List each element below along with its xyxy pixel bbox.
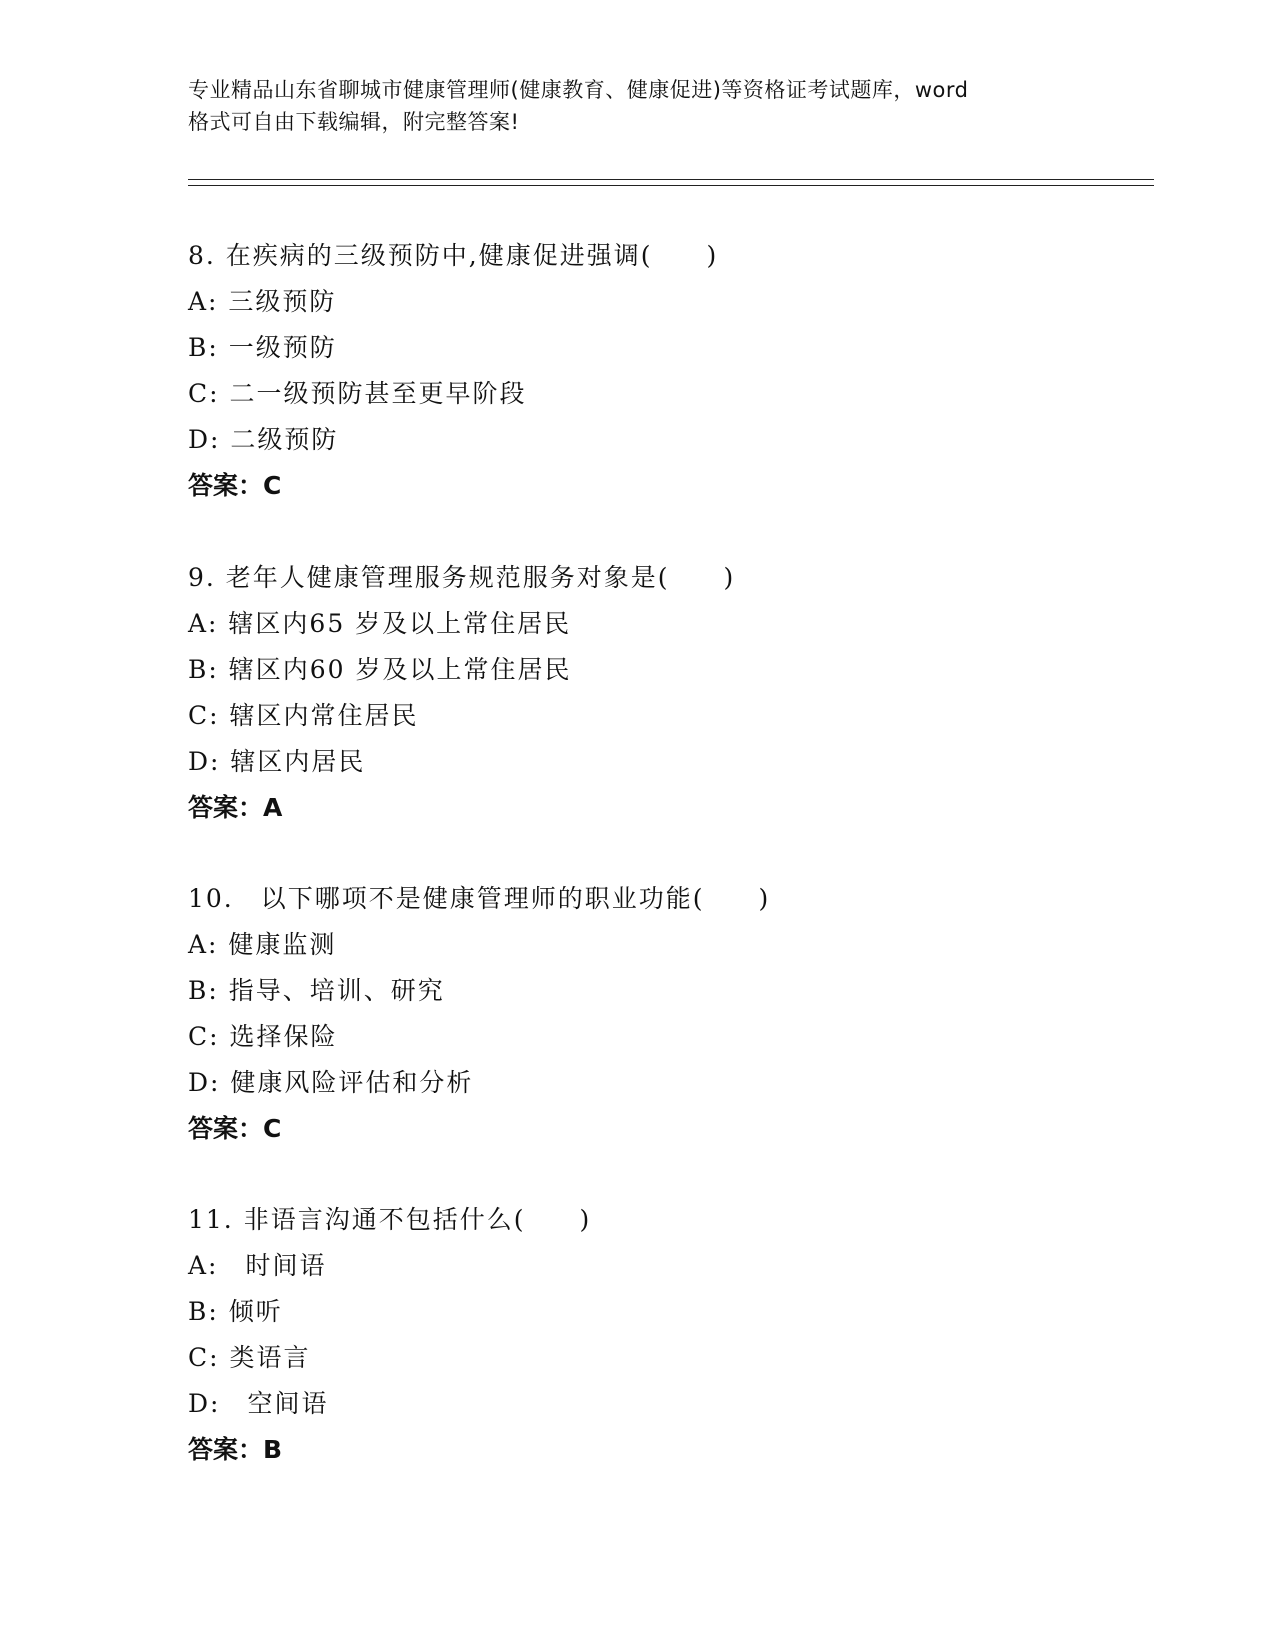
option-d: D: 二级预防	[188, 425, 339, 454]
option-d: D: 辖区内居民	[188, 747, 366, 776]
option-a: A: 健康监测	[188, 930, 337, 959]
option-c: C: 类语言	[188, 1343, 311, 1372]
question-stem: 11. 非语言沟通不包括什么( )	[188, 1205, 592, 1234]
option-c: C: 二一级预防甚至更早阶段	[188, 379, 527, 408]
header-divider	[188, 179, 1154, 186]
answer: 答案：C	[188, 471, 282, 500]
option-a: A: 三级预防	[188, 287, 337, 316]
option-d: D: 健康风险评估和分析	[188, 1068, 474, 1097]
answer: 答案：C	[188, 1114, 282, 1143]
option-b: B: 指导、培训、研究	[188, 976, 445, 1005]
header-line-1: 专业精品山东省聊城市健康管理师(健康教育、健康促进)等资格证考试题库，word	[188, 78, 969, 102]
question-11	[188, 1197, 1088, 1473]
question-10	[188, 876, 1088, 1152]
option-a: A: 时间语	[188, 1251, 327, 1280]
answer: 答案：B	[188, 1435, 283, 1464]
option-b: B: 辖区内60 岁及以上常住居民	[188, 655, 572, 684]
question-8	[188, 233, 1088, 509]
question-9	[188, 555, 1088, 831]
answer: 答案：A	[188, 793, 283, 822]
option-a: A: 辖区内65 岁及以上常住居民	[188, 609, 572, 638]
option-b: B: 倾听	[188, 1297, 283, 1326]
question-stem: 9. 老年人健康管理服务规范服务对象是( )	[188, 563, 736, 592]
question-stem: 10. 以下哪项不是健康管理师的职业功能( )	[188, 884, 771, 913]
header-line-2: 格式可自由下载编辑，附完整答案!	[188, 110, 520, 134]
option-d: D: 空间语	[188, 1389, 329, 1418]
option-c: C: 选择保险	[188, 1022, 338, 1051]
document-header	[188, 74, 1088, 138]
option-b: B: 一级预防	[188, 333, 337, 362]
question-stem: 8. 在疾病的三级预防中,健康促进强调( )	[188, 241, 719, 270]
option-c: C: 辖区内常住居民	[188, 701, 419, 730]
